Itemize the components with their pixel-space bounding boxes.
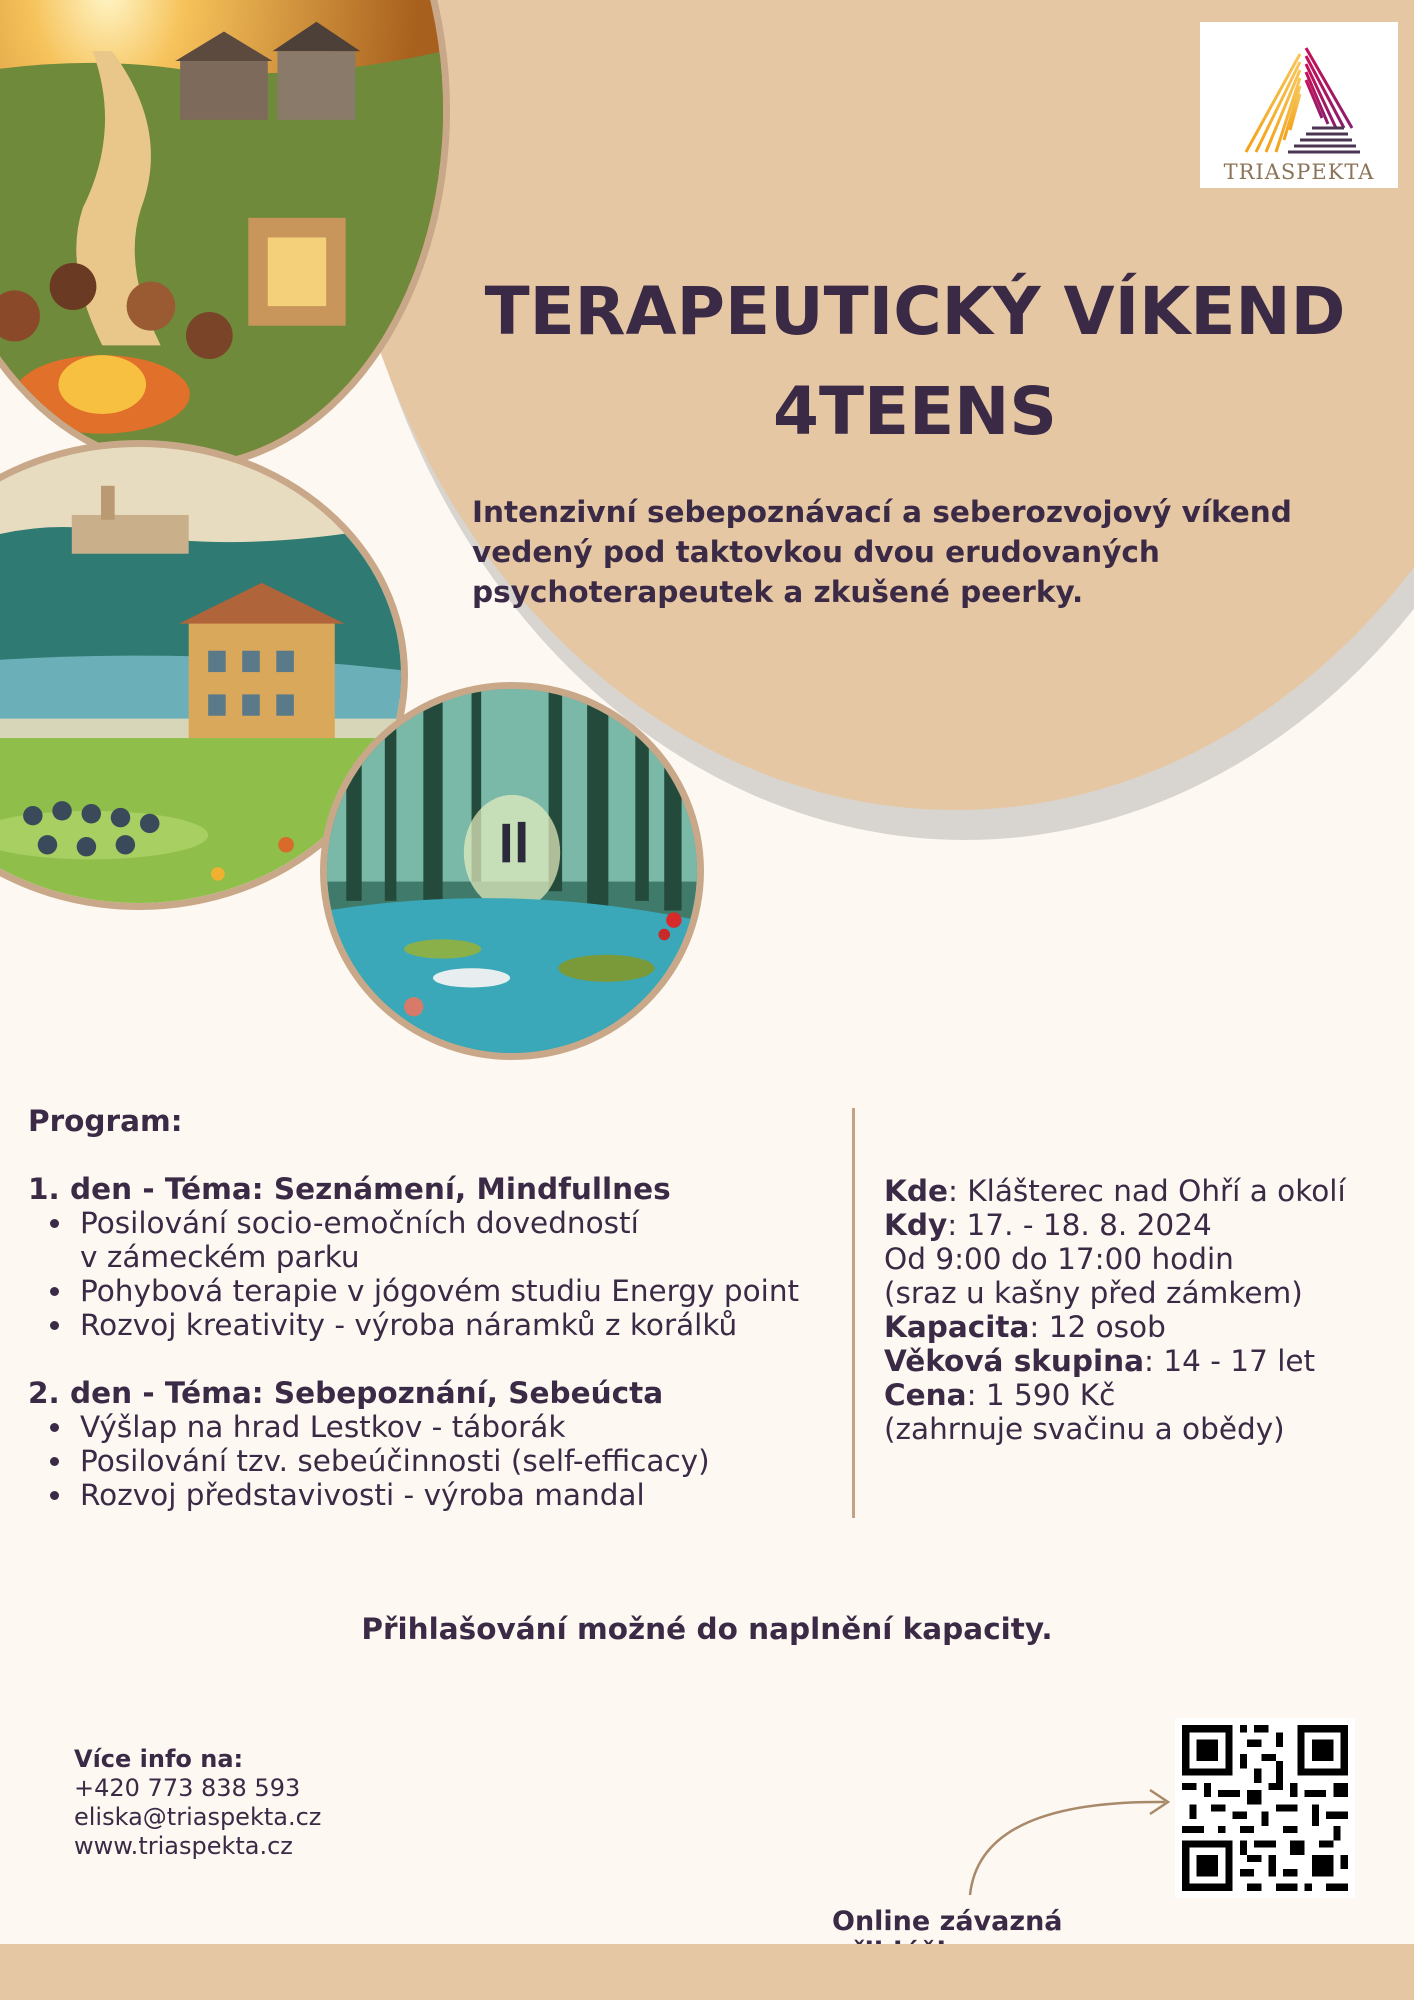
list-item: Posilování socio-emočních dovedností	[28, 1206, 848, 1240]
contact-email[interactable]: eliska@triaspekta.cz	[74, 1803, 322, 1831]
contact-web[interactable]: www.triaspekta.cz	[74, 1832, 293, 1860]
signup-note: Přihlašování možné do naplnění kapacity.	[361, 1612, 1053, 1646]
curved-arrow-icon	[950, 1780, 1180, 1900]
contact-info	[74, 1745, 321, 1861]
forest-stream-illustration	[320, 682, 704, 1060]
title-line-1: TERAPEUTICKÝ VÍKEND	[484, 273, 1346, 350]
day1-title: 1. den - Téma: Seznámení, Mindfullnes	[28, 1172, 671, 1206]
capacity-value: : 12 osob	[1029, 1310, 1166, 1344]
price-label: Cena	[884, 1378, 967, 1412]
when-value: : 17. - 18. 8. 2024	[947, 1208, 1212, 1242]
time-row: Od 9:00 do 17:00 hodin	[884, 1242, 1234, 1276]
divider	[852, 1108, 855, 1518]
price-row	[884, 1378, 1404, 1412]
age-value: : 14 - 17 let	[1144, 1344, 1316, 1378]
qr-code[interactable]	[1175, 1718, 1355, 1898]
footer-band	[0, 1944, 1414, 2000]
subtitle: Intenzivní sebepoznávací a seberozvojový víkend vedený pod taktovkou dvou erudovaných psychoterapeutek a zkušené peerky.	[472, 495, 1292, 609]
qr-code-icon	[1175, 1718, 1355, 1898]
triaspekta-logo-icon	[1222, 30, 1376, 160]
where-value: : Klášterec nad Ohří a okolí	[947, 1174, 1346, 1208]
list-item: Posilování tzv. sebeúčinnosti (self-efficacy)	[28, 1444, 848, 1478]
logo-text: TRIASPEKTA	[1223, 160, 1375, 184]
day1-list	[28, 1206, 848, 1342]
capacity-label: Kapacita	[884, 1310, 1030, 1344]
meeting-row: (sraz u kašny před zámkem)	[884, 1276, 1303, 1310]
where-label: Kde	[884, 1174, 948, 1208]
list-item: Rozvoj kreativity - výroba náramků z korálků	[28, 1308, 848, 1342]
program-section	[28, 1104, 848, 1512]
when-label: Kdy	[884, 1208, 948, 1242]
list-item: Výšlap na hrad Lestkov - táborák	[28, 1410, 848, 1444]
where-row	[884, 1174, 1404, 1208]
contact-phone[interactable]: +420 773 838 593	[74, 1774, 301, 1802]
price-note: (zahrnuje svačinu a obědy)	[884, 1412, 1285, 1446]
day2-list	[28, 1410, 848, 1512]
online-signup-label[interactable]: Online závazná	[832, 1906, 1063, 1937]
logo	[1200, 22, 1398, 188]
when-row	[884, 1208, 1404, 1242]
list-item-continuation: v zámeckém parku	[80, 1240, 360, 1274]
age-label: Věková skupina	[884, 1344, 1145, 1378]
page-title	[460, 262, 1370, 462]
capacity-row	[884, 1310, 1404, 1344]
campfire-illustration	[0, 0, 450, 470]
age-row	[884, 1344, 1404, 1378]
program-heading: Program:	[28, 1104, 183, 1138]
title-line-2: 4TEENS	[773, 373, 1057, 450]
day2-title: 2. den - Téma: Sebepoznání, Sebeúcta	[28, 1376, 664, 1410]
list-item: Rozvoj představivosti - výroba mandal	[28, 1478, 848, 1512]
event-details	[884, 1174, 1404, 1446]
list-item: Pohybová terapie v jógovém studiu Energy point	[28, 1274, 848, 1308]
contact-heading: Více info na:	[74, 1745, 244, 1773]
price-value: : 1 590 Kč	[966, 1378, 1116, 1412]
